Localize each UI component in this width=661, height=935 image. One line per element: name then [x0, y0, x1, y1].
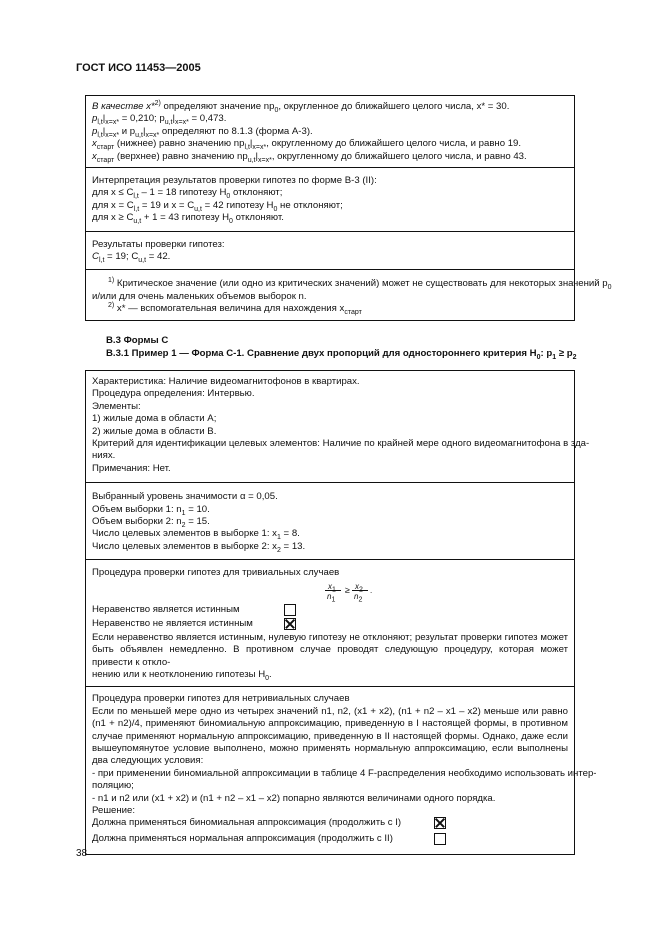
subsection-heading: В.3.1 Пример 1 — Форма С-1. Сравнение двух пропорций для одностороннего критерия $H_0$: $p_1 \ge p_2$	[106, 348, 577, 361]
checkbox-inequality-false[interactable]	[284, 618, 296, 630]
computation-cell: В качестве x*$^{2)}$ определяют значение $np_0$, округленное до ближайшего целого числа, x* = 30. $p_{l,t}|_{x=x*} = 0,210$; $p_{u,t}|_{x=x*} = 0,473$. $p_{l,t}|_{x=x*}$ и $p_{u,t}|_{x=x*}$ определяют по 8.1.3 (форма А-3). $x_{старт}$ (нижнее) равно значению $np_{l,t}|_{x=x*}$, округленному до ближайшего целого числа, и равно 19. $x_{старт}$ (верхнее) равно значению $np_{u,t}|_{x=x*}$, округленному до ближайшего целого числа, и равно 43.	[86, 96, 574, 168]
page-number: 38	[76, 848, 88, 859]
trivial-paragraph: Если неравенство является истинным, нулевую гипотезу не отклоняют; результат проверки гипотез может быть объявлен немедленно. В противном случае проводят следующую процедуру, которая может привести к откло-	[92, 631, 568, 668]
nontrivial-paragraph: Если по меньшей мере одно из четырех значений n1, n2, (x1 + x2), (n1 + n2 – x1 – x2) меньше или равно (n1 + n2)/4, применяют биномиальную аппроксимацию, приведенную в I настоящей формы, в противном случае применяют нормальную аппроксимацию, приведенную в II настоящей формы. Однако, даже если вышеупомянутое условие выполнено, можно применять нормальную аппроксимацию, если выполнены два следующих условия:	[92, 705, 568, 767]
nontrivial-cell: Процедура проверки гипотез для нетривиальных случаев Если по меньшей мере одно из четырех значений n1, n2, (x1 + x2), (n1 + n2 – x1 – x2) меньше или равно (n1 + n2)/4, применяют биномиальную аппроксимацию, приведенную в I настоящей формы, в противном случае применяют нормальную аппроксимацию, приведенную в II настоящей формы. Однако, даже если вышеупомянутое условие выполнено, можно применять нормальную аппроксимацию, если выполнены два следующих условия: - при применении биномиальной аппроксимации в таблице 4 F-распределения необходимо использовать интер- поляцию; - n1 и n2 или (x1 + x2) и (n1 + n2 – x1 – x2) попарно являются величинами одного порядка. Решение: Должна применяться биномиальная аппроксимация (продолжить с I) Должна применяться нормальная аппроксимация (продолжить с II)	[92, 693, 597, 845]
trivial-cell: Процедура проверки гипотез для тривиальных случаев $x_1$ $n_1$ ≥ $x_2$ $n_2$ . Неравенство является истинным Неравенство не является истинным Если неравенство является истинным, нулевую гипотезу не отклоняют; результат проверки гипотез может быть объявлен немедленно. В противном случае проводят следующую процедуру, которая может привести к откло- нению или к неотклонению гипотезы $H_0$.	[86, 560, 574, 687]
option-inequality-false: Неравенство не является истинным	[92, 617, 253, 629]
characteristics-cell: Характеристика: Наличие видеомагнитофонов в квартирах. Процедура определения: Интервью. Элементы: 1) жилые дома в области А; 2) жилые дома в области В. Критерий для идентификации целевых элементов: Наличие по крайней мере одного видеомагнитофона в зда- ниях. Примечания: Нет.	[86, 371, 574, 483]
interpretation-cell: Интерпретация результатов проверки гипотез по форме В-3 (II): для $x \le C_{l,t} - 1 = 18$ гипотезу $H_0$ отклоняют; для $x = C_{l,t} = 19$ и $x = C_{u,t} = 42$ гипотезу $H_0$ не отклоняют; для $x \ge C_{u,t} + 1 = 43$ гипотезу $H_0$ отклоняют.	[86, 168, 574, 232]
footnote-2: $^{2)}$ x* — вспомогательная величина для нахождения $x_{старт}$	[108, 302, 362, 317]
checkbox-binomial[interactable]	[434, 817, 446, 829]
results-cell: Результаты проверки гипотез: $C_{l,t} = 19$; $C_{u,t} = 42$.	[86, 232, 574, 271]
parameters-cell: Выбранный уровень значимости α = 0,05. Объем выборки 1: $n_1 = 10$. Объем выборки 2: $n_2 = 15$. Число целевых элементов в выборке 1: $x_1 = 8$. Число целевых элементов в выборке 2: $x_2 = 13$.	[86, 483, 574, 560]
checkbox-normal[interactable]	[434, 833, 446, 845]
document-header: ГОСТ ИСО 11453—2005	[76, 62, 201, 74]
checkbox-inequality-true[interactable]	[284, 604, 296, 616]
footnote-1: $^{1)}$ Критическое значение (или одно из критических значений) может не существовать для некоторых значений $p_0$	[108, 277, 612, 292]
form-b3-box	[85, 95, 612, 321]
inequality-formula: $x_1$ $n_1$ ≥ $x_2$ $n_2$ .	[327, 581, 373, 604]
section-heading: В.3 Формы С	[106, 335, 169, 346]
option-binomial: Должна применяться биномиальная аппроксимация (продолжить с I)	[92, 817, 402, 829]
form-c1-box	[85, 370, 597, 855]
footnotes-cell: $^{1)}$ Критическое значение (или одно из критических значений) может не существовать для некоторых значений $p_0$ и/или для очень маленьких объемов выборок n. $^{2)}$ x* — вспомогательная величина для нахождения $x_{старт}$	[92, 277, 612, 317]
option-inequality-true: Неравенство является истинным	[92, 603, 240, 615]
option-normal: Должна применяться нормальная аппроксимация (продолжить с II)	[92, 833, 393, 845]
